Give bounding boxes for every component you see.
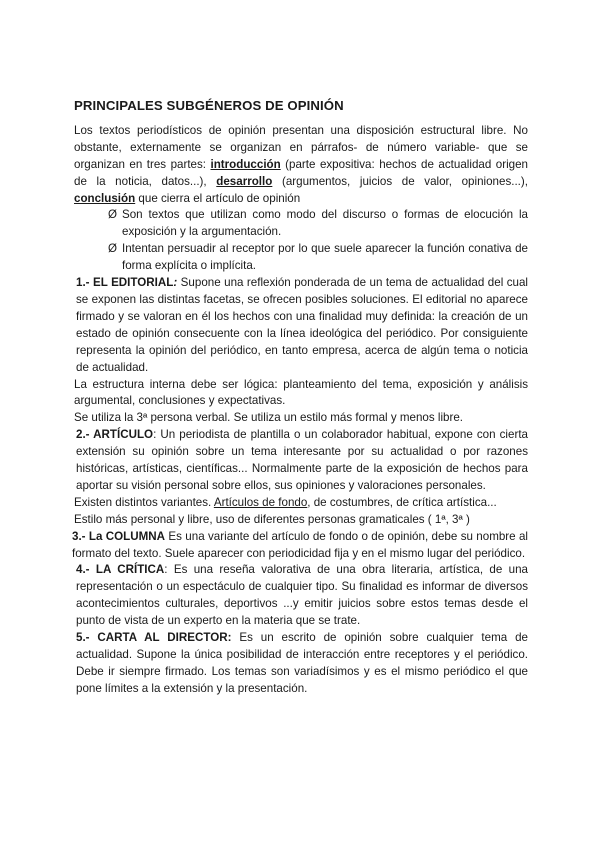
articulo-variants	[74, 495, 528, 512]
columna-body: Es una variante del artículo de fondo o de opinión, debe su nombre al formato del texto. Suele aparecer con periodicidad fija y en el mismo lugar del periódico.	[72, 529, 528, 560]
columna-paragraph	[72, 529, 528, 563]
carta-heading: 5.- CARTA AL DIRECTOR:	[76, 631, 232, 645]
editorial-heading: 1.- EL EDITORIAL	[76, 276, 174, 290]
intro-text-3: (argumentos, juicios de valor, opiniones...),	[272, 174, 528, 188]
critica-body: : Es una reseña valorativa de una obra literaria, artística, de una representación o un espectáculo de cualquier tipo. Su finalidad es informar de diversos acontecimientos culturales, deportivos ...y emitir juicios sobre estos temas desde el punto de vista de un experto en la materia que se trate.	[76, 563, 528, 628]
bullet-item	[108, 241, 528, 275]
bullet-icon: Ø	[108, 242, 118, 256]
page-title: PRINCIPALES SUBGÉNEROS DE OPINIÓN	[74, 98, 344, 113]
articulo-heading: 2.- ARTÍCULO	[76, 428, 154, 442]
critica-heading: 4.- LA CRÍTICA	[76, 563, 165, 577]
critica-paragraph	[76, 562, 528, 630]
intro-paragraph	[74, 123, 528, 208]
editorial-paragraph	[76, 275, 528, 376]
editorial-body: Supone una reflexión ponderada de un tema de actualidad del cual se exponen las distintas facetas, se ofrecen posibles soluciones. El editorial no aparece firmado y se valoran en él los hechos con una finalidad muy definida: la creación de un estado de opinión consecuente con la línea ideológica del periódico. Por consiguiente representa la opinión del periódico, en tanto empresa, acerca de algún tema o noticia de actualidad.	[76, 276, 529, 374]
articulo-style: Estilo más personal y libre, uso de diferentes personas gramaticales ( 1ª, 3ª )	[74, 512, 470, 526]
carta-paragraph	[76, 630, 528, 698]
intro-text-1: Los textos periodísticos de opinión presentan una disposición estructural libre. No obstante, externamente se organizan en párrafos- de número variable- que se organizan en tres partes:	[74, 123, 528, 171]
intro-text-4: que cierra el artículo de opinión	[135, 191, 301, 205]
bullet-text: Son textos que utilizan como modo del discurso o formas de elocución la exposición y la argumentación.	[122, 208, 528, 239]
editorial-colon: :	[173, 276, 178, 290]
columna-heading: 3.- La COLUMNA	[72, 529, 166, 543]
articulo-variants-rest: , de costumbres, de crítica artística...	[307, 495, 497, 509]
editorial-style: Se utiliza la 3ª persona verbal. Se utiliza un estilo más formal y menos libre.	[74, 411, 463, 425]
keyword-desarrollo: desarrollo	[216, 174, 273, 188]
intro-text-2: (parte expositiva: hechos de actualidad origen de la noticia, datos...),	[74, 157, 528, 188]
articulo-paragraph	[76, 427, 528, 495]
keyword-conclusion: conclusión	[74, 191, 136, 205]
carta-body: Es un escrito de opinión sobre cualquier tema de actualidad. Supone la única posibilidad de interacción entre receptores y el periódico. Debe ir siempre firmado. Los temas son variadísimos y es el mismo periódico el que pone límites a la extensión y la presentación.	[76, 631, 528, 695]
bullet-text: Intentan persuadir al receptor por lo que suele aparecer la función conativa de forma explícita o implícita.	[122, 242, 528, 273]
bullet-icon: Ø	[108, 208, 118, 222]
keyword-introduccion: introducción	[210, 157, 281, 171]
document-page	[74, 98, 528, 698]
articulo-fondo-link: Artículos de fondo	[213, 495, 308, 509]
bullet-item	[108, 207, 528, 241]
editorial-structure: La estructura interna debe ser lógica: planteamiento del tema, exposición y análisis argumental, conclusiones y expectativas.	[74, 377, 528, 408]
articulo-variants-text: Existen distintos variantes.	[74, 495, 214, 509]
articulo-body: : Un periodista de plantilla o un colaborador habitual, expone con cierta extensión su opinión sobre un tema interesante por su actualidad o por razones históricas, artísticas, científicas... Normalmente parte de la exposición de hechos para aportar su visión personal sobre ellos, sus opiniones y valoraciones personales.	[76, 428, 528, 492]
